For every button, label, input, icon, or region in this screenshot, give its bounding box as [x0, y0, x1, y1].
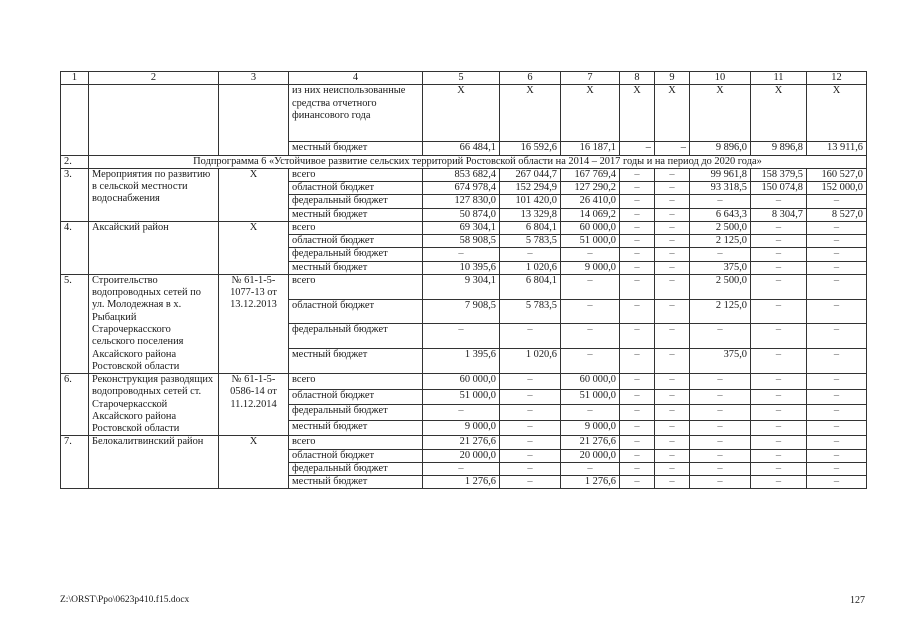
- value-cell: –: [620, 324, 655, 349]
- subprogram-row: [61, 155, 867, 168]
- value-cell: –: [500, 476, 561, 489]
- funding-source-label: всего: [289, 274, 423, 299]
- value-cell: –: [807, 299, 867, 324]
- value-cell: –: [655, 195, 690, 208]
- funding-source-label: областной бюджет: [289, 389, 423, 405]
- value-cell: 6 804,1: [500, 274, 561, 299]
- value-cell: –: [500, 405, 561, 421]
- value-cell: 58 908,5: [423, 235, 500, 248]
- value-cell: –: [807, 274, 867, 299]
- value-cell: 26 410,0: [561, 195, 620, 208]
- value-cell: –: [655, 476, 690, 489]
- value-cell: 16 187,1: [561, 142, 620, 155]
- value-cell: 10 395,6: [423, 261, 500, 274]
- subprogram-title: Подпрограмма 6 «Устойчивое развитие сельских территорий Ростовской области на 2014 – 2017 годы и на период до 2020 года»: [89, 155, 867, 168]
- value-cell: –: [807, 235, 867, 248]
- funding-source-label: федеральный бюджет: [289, 324, 423, 349]
- value-cell: –: [807, 436, 867, 449]
- value-cell: –: [655, 449, 690, 462]
- value-cell: –: [561, 349, 620, 374]
- activity-name: Аксайский район: [89, 221, 219, 274]
- value-cell: X: [500, 85, 561, 142]
- value-cell: –: [423, 462, 500, 475]
- value-cell: –: [807, 248, 867, 261]
- value-cell: –: [655, 235, 690, 248]
- value-cell: –: [561, 324, 620, 349]
- column-header: 10: [690, 72, 751, 85]
- value-cell: –: [690, 476, 751, 489]
- value-cell: 127 290,2: [561, 182, 620, 195]
- value-cell: 160 527,0: [807, 168, 867, 181]
- table-row: [61, 85, 867, 142]
- value-cell: –: [655, 436, 690, 449]
- value-cell: 853 682,4: [423, 168, 500, 181]
- value-cell: 7 908,5: [423, 299, 500, 324]
- value-cell: –: [423, 248, 500, 261]
- value-cell: –: [500, 374, 561, 390]
- value-cell: 13 911,6: [807, 142, 867, 155]
- value-cell: X: [751, 85, 807, 142]
- value-cell: –: [620, 235, 655, 248]
- row-number: 4.: [61, 221, 89, 274]
- value-cell: 6 804,1: [500, 221, 561, 234]
- activity-name: Мероприятия по развитию в сельской местности водоснабжения: [89, 168, 219, 221]
- value-cell: 8 527,0: [807, 208, 867, 221]
- value-cell: –: [620, 182, 655, 195]
- table-row: [61, 436, 867, 449]
- value-cell: –: [620, 405, 655, 421]
- footer-file-path: Z:\ORST\Ppo\0623p410.f15.docx: [60, 595, 190, 605]
- value-cell: –: [620, 476, 655, 489]
- value-cell: 60 000,0: [561, 221, 620, 234]
- value-cell: 375,0: [690, 349, 751, 374]
- value-cell: 14 069,2: [561, 208, 620, 221]
- document-reference: № 61-1-5-1077-13 от 13.12.2013: [219, 274, 289, 373]
- document-reference: X: [219, 436, 289, 489]
- value-cell: 51 000,0: [423, 389, 500, 405]
- funding-source-label: из них неиспользованные средства отчетного финансового года: [289, 85, 423, 142]
- value-cell: –: [690, 374, 751, 390]
- value-cell: X: [655, 85, 690, 142]
- value-cell: 167 769,4: [561, 168, 620, 181]
- value-cell: –: [751, 299, 807, 324]
- value-cell: X: [620, 85, 655, 142]
- value-cell: –: [620, 349, 655, 374]
- funding-source-label: областной бюджет: [289, 235, 423, 248]
- value-cell: –: [620, 274, 655, 299]
- column-header: 12: [807, 72, 867, 85]
- value-cell: –: [620, 195, 655, 208]
- value-cell: –: [690, 420, 751, 436]
- value-cell: –: [561, 299, 620, 324]
- value-cell: –: [690, 389, 751, 405]
- value-cell: –: [690, 248, 751, 261]
- value-cell: –: [807, 476, 867, 489]
- empty-cell: [89, 85, 219, 155]
- value-cell: 5 783,5: [500, 299, 561, 324]
- value-cell: –: [751, 462, 807, 475]
- value-cell: –: [751, 420, 807, 436]
- value-cell: –: [690, 449, 751, 462]
- value-cell: –: [561, 405, 620, 421]
- funding-source-label: областной бюджет: [289, 299, 423, 324]
- value-cell: –: [690, 195, 751, 208]
- value-cell: –: [620, 208, 655, 221]
- value-cell: 8 304,7: [751, 208, 807, 221]
- value-cell: –: [807, 374, 867, 390]
- value-cell: –: [620, 248, 655, 261]
- value-cell: 51 000,0: [561, 235, 620, 248]
- value-cell: 9 000,0: [423, 420, 500, 436]
- value-cell: –: [807, 462, 867, 475]
- value-cell: 16 592,6: [500, 142, 561, 155]
- value-cell: –: [655, 420, 690, 436]
- value-cell: 60 000,0: [423, 374, 500, 390]
- column-header: 7: [561, 72, 620, 85]
- document-reference: № 61-1-5-0586-14 от 11.12.2014: [219, 374, 289, 436]
- value-cell: –: [807, 420, 867, 436]
- document-reference: X: [219, 168, 289, 221]
- value-cell: –: [561, 462, 620, 475]
- value-cell: –: [751, 324, 807, 349]
- value-cell: –: [751, 248, 807, 261]
- value-cell: –: [751, 235, 807, 248]
- value-cell: –: [655, 349, 690, 374]
- activity-name: Строительство водопроводных сетей по ул. Молодежная в х. Рыбацкий Старочеркасского сельского поселения Аксайского района Ростовской области: [89, 274, 219, 373]
- value-cell: –: [620, 462, 655, 475]
- value-cell: 21 276,6: [561, 436, 620, 449]
- value-cell: –: [807, 449, 867, 462]
- funding-source-label: местный бюджет: [289, 420, 423, 436]
- value-cell: –: [423, 324, 500, 349]
- row-number: 5.: [61, 274, 89, 373]
- column-header: 4: [289, 72, 423, 85]
- value-cell: –: [751, 195, 807, 208]
- value-cell: 9 000,0: [561, 261, 620, 274]
- value-cell: –: [655, 182, 690, 195]
- funding-source-label: местный бюджет: [289, 208, 423, 221]
- value-cell: 5 783,5: [500, 235, 561, 248]
- activity-name: Реконструкция разводящих водопроводных сетей ст. Старочеркасской Аксайского района Ростовской области: [89, 374, 219, 436]
- value-cell: –: [751, 374, 807, 390]
- value-cell: –: [561, 274, 620, 299]
- value-cell: 1 020,6: [500, 261, 561, 274]
- funding-source-label: областной бюджет: [289, 449, 423, 462]
- row-number: 6.: [61, 374, 89, 436]
- funding-source-label: местный бюджет: [289, 349, 423, 374]
- value-cell: –: [751, 436, 807, 449]
- value-cell: –: [500, 420, 561, 436]
- value-cell: 9 896,8: [751, 142, 807, 155]
- value-cell: –: [655, 324, 690, 349]
- funding-source-label: федеральный бюджет: [289, 405, 423, 421]
- value-cell: –: [500, 436, 561, 449]
- value-cell: –: [620, 142, 655, 155]
- value-cell: –: [655, 248, 690, 261]
- value-cell: 60 000,0: [561, 374, 620, 390]
- value-cell: X: [807, 85, 867, 142]
- page-number: 127: [850, 595, 865, 606]
- value-cell: X: [423, 85, 500, 142]
- column-header: 9: [655, 72, 690, 85]
- value-cell: –: [561, 248, 620, 261]
- table-row: [61, 274, 867, 299]
- value-cell: X: [561, 85, 620, 142]
- value-cell: 375,0: [690, 261, 751, 274]
- table-header-row: [61, 72, 867, 85]
- value-cell: 20 000,0: [561, 449, 620, 462]
- value-cell: –: [655, 405, 690, 421]
- value-cell: –: [500, 449, 561, 462]
- value-cell: 6 643,3: [690, 208, 751, 221]
- row-number: 2.: [61, 155, 89, 168]
- value-cell: –: [620, 436, 655, 449]
- column-header: 1: [61, 72, 89, 85]
- value-cell: –: [751, 449, 807, 462]
- funding-source-label: федеральный бюджет: [289, 195, 423, 208]
- value-cell: –: [655, 168, 690, 181]
- value-cell: –: [690, 462, 751, 475]
- row-number: 7.: [61, 436, 89, 489]
- value-cell: –: [655, 374, 690, 390]
- value-cell: 93 318,5: [690, 182, 751, 195]
- value-cell: 2 500,0: [690, 221, 751, 234]
- value-cell: –: [655, 462, 690, 475]
- value-cell: 267 044,7: [500, 168, 561, 181]
- empty-cell: [61, 85, 89, 155]
- budget-table: [60, 71, 867, 489]
- value-cell: –: [620, 261, 655, 274]
- value-cell: –: [620, 299, 655, 324]
- value-cell: –: [620, 449, 655, 462]
- table-row: [61, 374, 867, 390]
- value-cell: –: [751, 349, 807, 374]
- value-cell: 1 020,6: [500, 349, 561, 374]
- value-cell: 9 304,1: [423, 274, 500, 299]
- value-cell: 2 125,0: [690, 235, 751, 248]
- value-cell: –: [655, 142, 690, 155]
- value-cell: 152 294,9: [500, 182, 561, 195]
- empty-cell: [219, 85, 289, 155]
- table-row: [61, 221, 867, 234]
- value-cell: –: [751, 476, 807, 489]
- value-cell: –: [807, 405, 867, 421]
- value-cell: –: [807, 349, 867, 374]
- value-cell: –: [655, 221, 690, 234]
- value-cell: –: [500, 462, 561, 475]
- funding-source-label: всего: [289, 168, 423, 181]
- value-cell: –: [655, 261, 690, 274]
- value-cell: 674 978,4: [423, 182, 500, 195]
- value-cell: –: [655, 274, 690, 299]
- value-cell: –: [690, 405, 751, 421]
- value-cell: –: [807, 195, 867, 208]
- funding-source-label: областной бюджет: [289, 182, 423, 195]
- value-cell: 50 874,0: [423, 208, 500, 221]
- activity-name: Белокалитвинский район: [89, 436, 219, 489]
- value-cell: 51 000,0: [561, 389, 620, 405]
- document-reference: X: [219, 221, 289, 274]
- value-cell: –: [500, 248, 561, 261]
- column-header: 8: [620, 72, 655, 85]
- column-header: 2: [89, 72, 219, 85]
- column-header: 3: [219, 72, 289, 85]
- value-cell: –: [620, 420, 655, 436]
- value-cell: –: [620, 221, 655, 234]
- value-cell: 1 276,6: [423, 476, 500, 489]
- value-cell: 127 830,0: [423, 195, 500, 208]
- value-cell: –: [751, 389, 807, 405]
- value-cell: 2 125,0: [690, 299, 751, 324]
- value-cell: –: [500, 389, 561, 405]
- value-cell: 69 304,1: [423, 221, 500, 234]
- value-cell: –: [620, 168, 655, 181]
- value-cell: 20 000,0: [423, 449, 500, 462]
- funding-source-label: федеральный бюджет: [289, 248, 423, 261]
- value-cell: –: [500, 324, 561, 349]
- value-cell: 9 000,0: [561, 420, 620, 436]
- value-cell: X: [690, 85, 751, 142]
- value-cell: –: [807, 221, 867, 234]
- row-number: 3.: [61, 168, 89, 221]
- funding-source-label: местный бюджет: [289, 142, 423, 155]
- value-cell: 101 420,0: [500, 195, 561, 208]
- funding-source-label: всего: [289, 221, 423, 234]
- value-cell: 1 395,6: [423, 349, 500, 374]
- value-cell: –: [807, 261, 867, 274]
- value-cell: 152 000,0: [807, 182, 867, 195]
- value-cell: –: [751, 274, 807, 299]
- value-cell: –: [655, 299, 690, 324]
- value-cell: 2 500,0: [690, 274, 751, 299]
- value-cell: 158 379,5: [751, 168, 807, 181]
- column-header: 5: [423, 72, 500, 85]
- value-cell: –: [807, 324, 867, 349]
- value-cell: –: [751, 261, 807, 274]
- value-cell: –: [655, 208, 690, 221]
- value-cell: –: [690, 324, 751, 349]
- value-cell: 13 329,8: [500, 208, 561, 221]
- value-cell: –: [751, 221, 807, 234]
- column-header: 6: [500, 72, 561, 85]
- value-cell: –: [655, 389, 690, 405]
- value-cell: –: [690, 436, 751, 449]
- value-cell: 9 896,0: [690, 142, 751, 155]
- value-cell: –: [620, 374, 655, 390]
- value-cell: –: [423, 405, 500, 421]
- funding-source-label: всего: [289, 436, 423, 449]
- table-row: [61, 168, 867, 181]
- value-cell: 150 074,8: [751, 182, 807, 195]
- funding-source-label: местный бюджет: [289, 261, 423, 274]
- funding-source-label: всего: [289, 374, 423, 390]
- value-cell: 1 276,6: [561, 476, 620, 489]
- value-cell: 99 961,8: [690, 168, 751, 181]
- funding-source-label: местный бюджет: [289, 476, 423, 489]
- column-header: 11: [751, 72, 807, 85]
- funding-source-label: федеральный бюджет: [289, 462, 423, 475]
- value-cell: 66 484,1: [423, 142, 500, 155]
- value-cell: –: [620, 389, 655, 405]
- value-cell: 21 276,6: [423, 436, 500, 449]
- value-cell: –: [807, 389, 867, 405]
- value-cell: –: [751, 405, 807, 421]
